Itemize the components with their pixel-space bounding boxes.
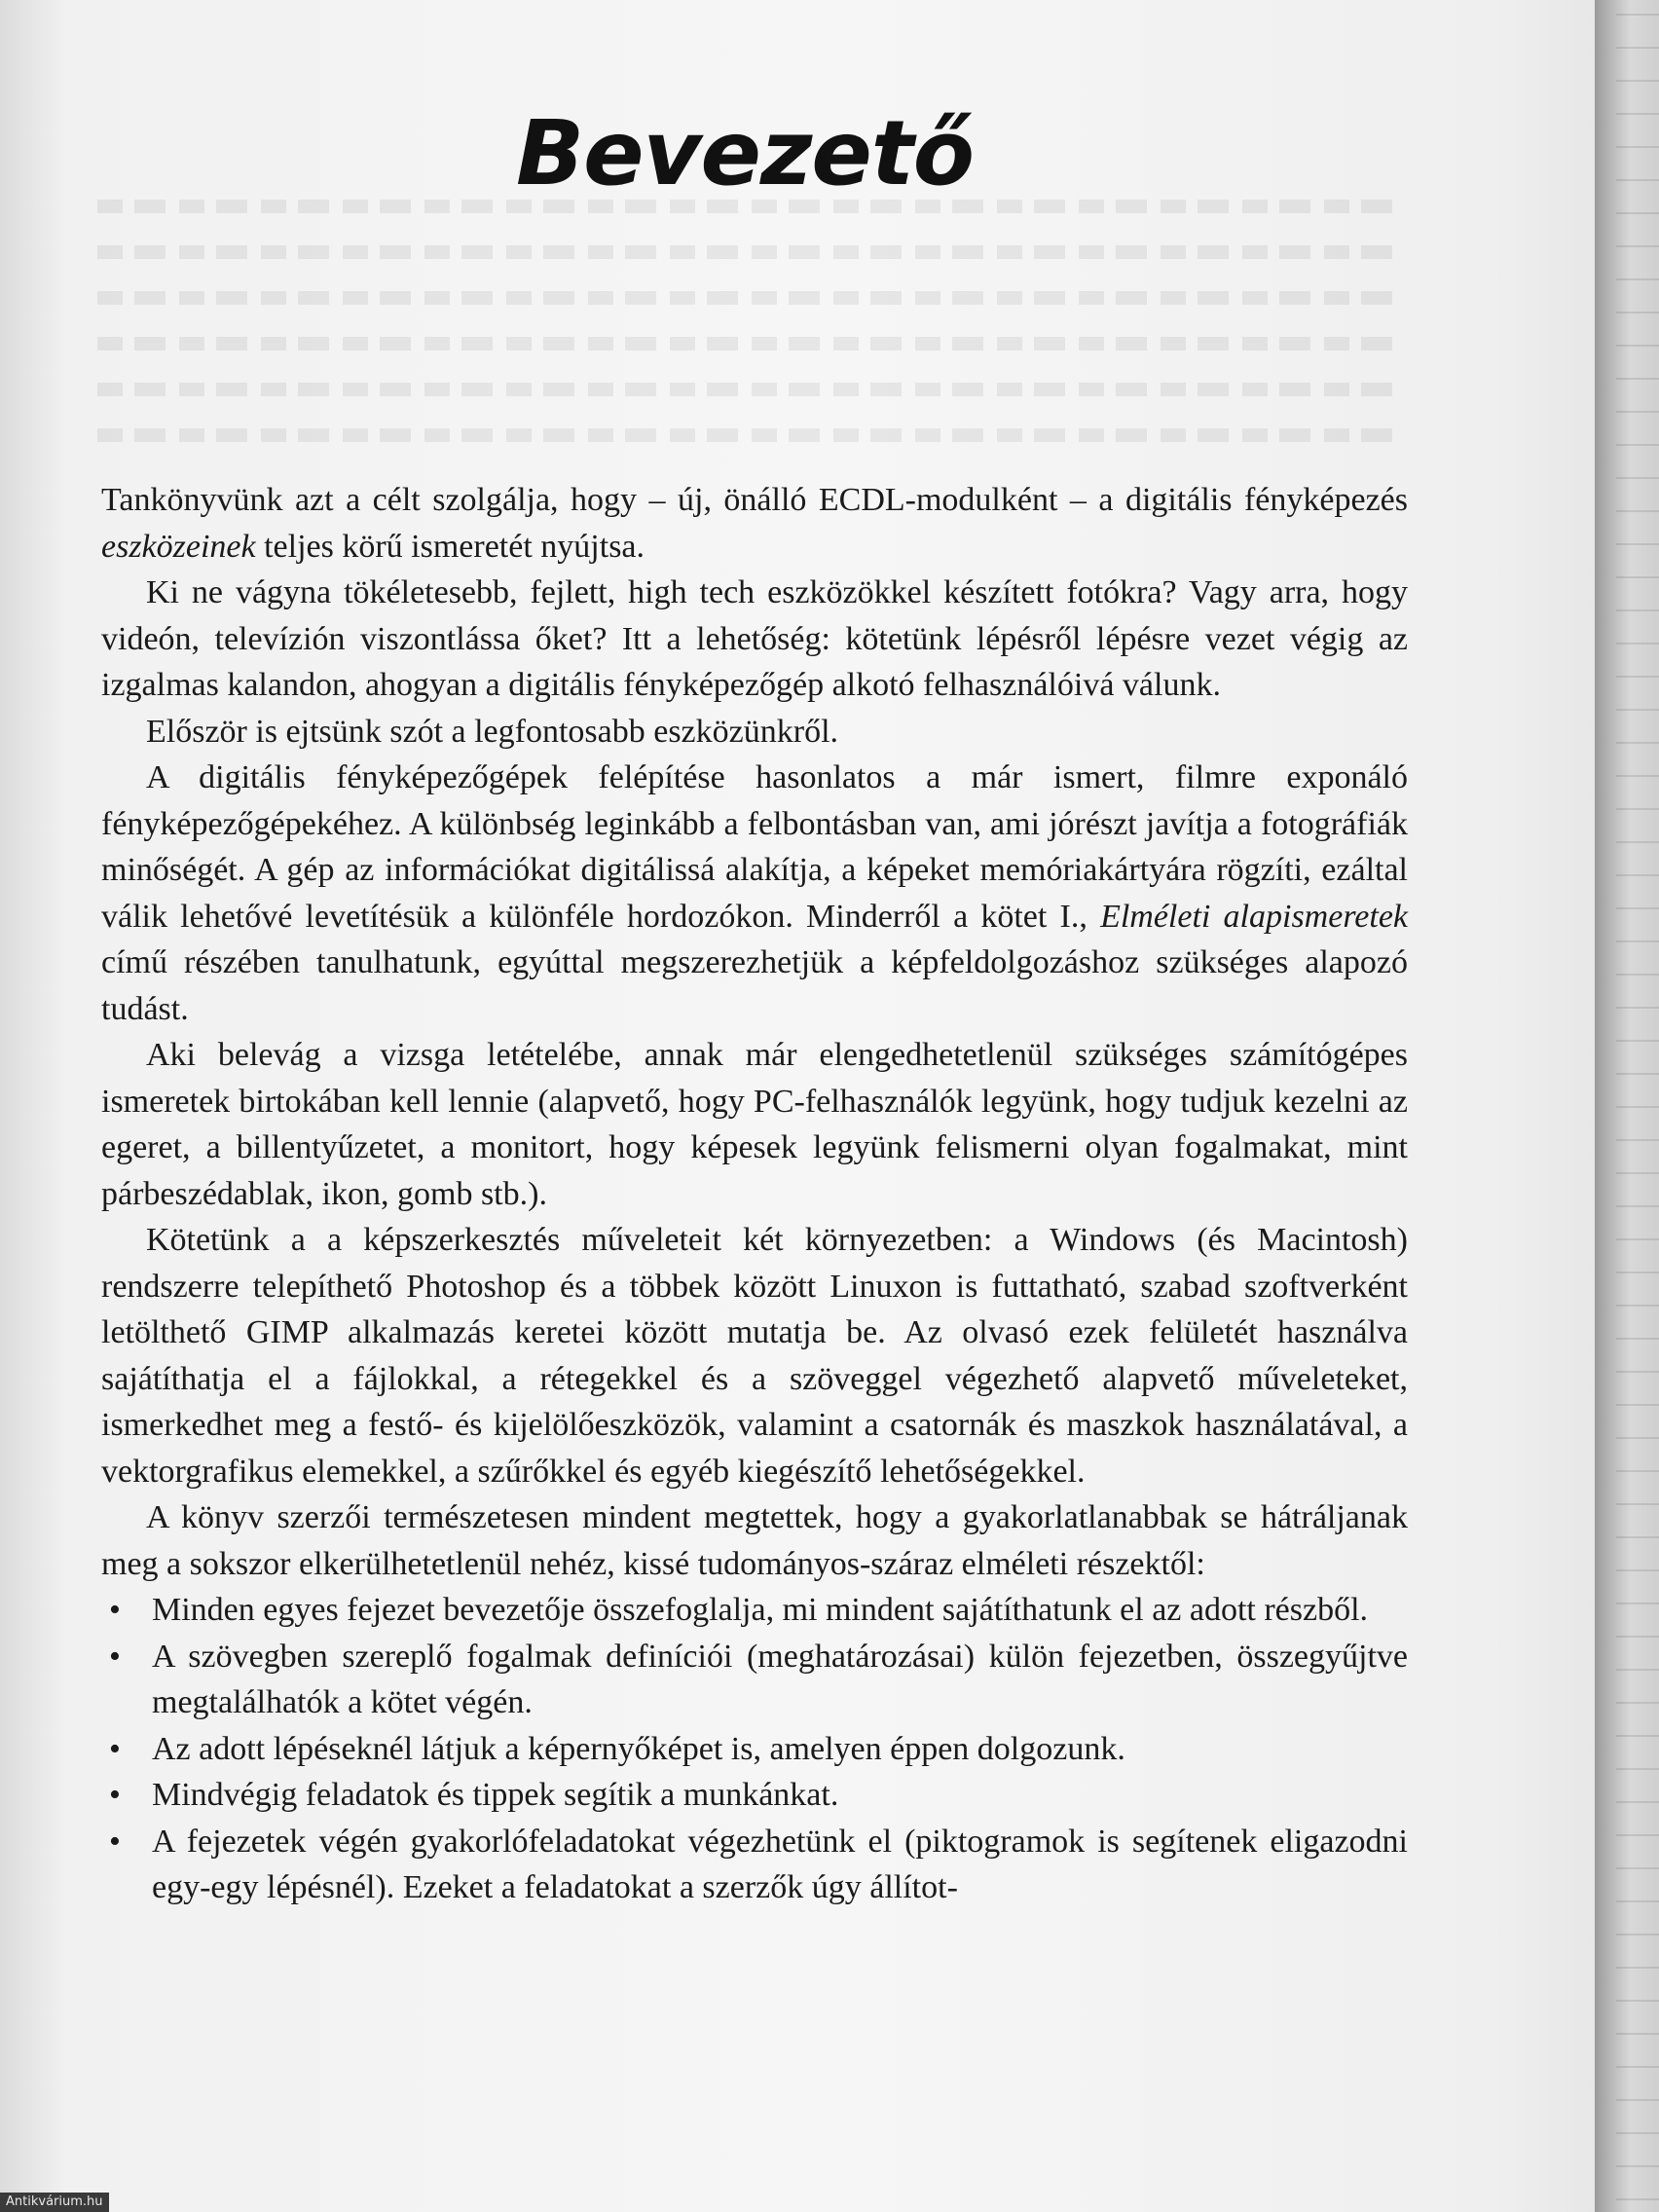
- paragraph: [101, 477, 1408, 570]
- italic-text: Elméleti alapismeretek: [1100, 898, 1409, 935]
- stacked-page-edges: [1616, 0, 1659, 2212]
- list-item-text: A szövegben szereplő fogalmak definíciói (meghatározásai) külön fejezetben, összegyűjtve megtalálhatók a kötet végén.: [152, 1638, 1408, 1720]
- bullet-icon: •: [109, 1638, 121, 1675]
- text-run: Tankönyvünk azt a célt szolgálja, hogy – új, önálló ECDL-modulként – a digitális fényképezés: [101, 482, 1408, 518]
- list-item: [101, 1634, 1408, 1726]
- text-run: című részében tanulhatunk, egyúttal megszerezhetjük a képfeldolgozáshoz szükséges alapozó tudást.: [101, 944, 1408, 1027]
- italic-text: eszközeinek: [101, 528, 256, 565]
- bullet-icon: •: [109, 1777, 121, 1813]
- list-item-text: Mindvégig feladatok és tippek segítik a munkánkat.: [152, 1777, 839, 1813]
- text-run: teljes körű ismeretét nyújtsa.: [255, 528, 645, 565]
- paragraph: [101, 570, 1408, 709]
- text-run: Ki ne vágyna tökéletesebb, fejlett, high tech eszközökkel készített fotókra? Vagy arra, hogy videón, televízión viszontlássa őket? Itt a lehetőség: kötetünk lépésről lépésre vezet végig az izgalmas kalandon, ahogyan a digitális fényképezőgép alkotó felhasználóivá válunk.: [101, 574, 1408, 703]
- list-item-text: Minden egyes fejezet bevezetője összefoglalja, mi mindent sajátíthatunk el az adott részből.: [152, 1592, 1369, 1628]
- paragraph: [101, 1217, 1408, 1494]
- text-run: A könyv szerzői természetesen mindent megtettek, hogy a gyakorlatlanabbak se hátráljanak meg a sokszor elkerülhetetlenül nehéz, kissé tudományos-száraz elméleti részektől:: [101, 1499, 1408, 1582]
- chapter-heading: Bevezető: [516, 101, 975, 205]
- list-item: [101, 1587, 1408, 1634]
- paragraph: [101, 1032, 1408, 1217]
- watermark: Antikvárium.hu: [0, 2193, 109, 2212]
- list-item: [101, 1819, 1408, 1911]
- list-item-text: Az adott lépéseknél látjuk a képernyőképet is, amelyen éppen dolgozunk.: [152, 1730, 1125, 1767]
- bullet-icon: •: [109, 1592, 121, 1628]
- text-run: Először is ejtsünk szót a legfontosabb eszközünkről.: [146, 713, 839, 750]
- list-item-text: A fejezetek végén gyakorlófeladatokat végezhetünk el (piktogramok is segítenek eligazodni egy-egy lépésnél). Ezeket a feladatokat a szerzők úgy állítot-: [152, 1823, 1408, 1905]
- body-text: [101, 477, 1408, 1911]
- text-run: Kötetünk a a képszerkesztés műveleteit két környezetben: a Windows (és Macintosh) rendszerre telepíthető Photoshop és a többek között Linuxon is futtatható, szabad szoftverként letölthető GIMP alkalmazás keretei között mutatja be. Az olvasó ezek felületét használva sajátíthatja el a fájlokkal, a rétegekkel és a szöveggel végezhető alapvető műveleteket, ismerkedhet meg a festő- és kijelölőeszközök, valamint a csatornák és maszkok használatával, a vektorgrafikus elemekkel, a szűrőkkel és egyéb kiegészítő lehetőségekkel.: [101, 1222, 1408, 1490]
- bullet-icon: •: [109, 1823, 121, 1860]
- bullet-icon: •: [109, 1730, 121, 1767]
- text-run: A digitális fényképezőgépek felépítése hasonlatos a már ismert, filmre exponáló fényképezőgépekéhez. A különbség leginkább a felbontásban van, ami jórészt javítja a fotográfiák minőségét. A gép az információkat digitálissá alakítja, a képeket memóriakártyára rögzíti, ezáltal válik lehetővé levetítésük a különféle hordozókon. Minderről a kötet I.,: [101, 759, 1408, 935]
- bullet-list: [101, 1587, 1408, 1911]
- list-item: [101, 1772, 1408, 1819]
- paragraphs: [101, 477, 1408, 1587]
- list-item: [101, 1726, 1408, 1773]
- paragraph: [101, 1494, 1408, 1587]
- paragraph: [101, 709, 1408, 756]
- text-run: Aki belevág a vizsga letételébe, annak már elengedhetetlenül szükséges számítógépes ismeretek birtokában kell lennie (alapvető, hogy PC-felhasználók legyünk, hogy tudjuk kezelni az egeret, a billentyűzetet, a monitort, hogy képesek legyünk felismerni olyan fogalmakat, mint párbeszédablak, ikon, gomb stb.).: [101, 1037, 1408, 1212]
- paragraph: [101, 755, 1408, 1032]
